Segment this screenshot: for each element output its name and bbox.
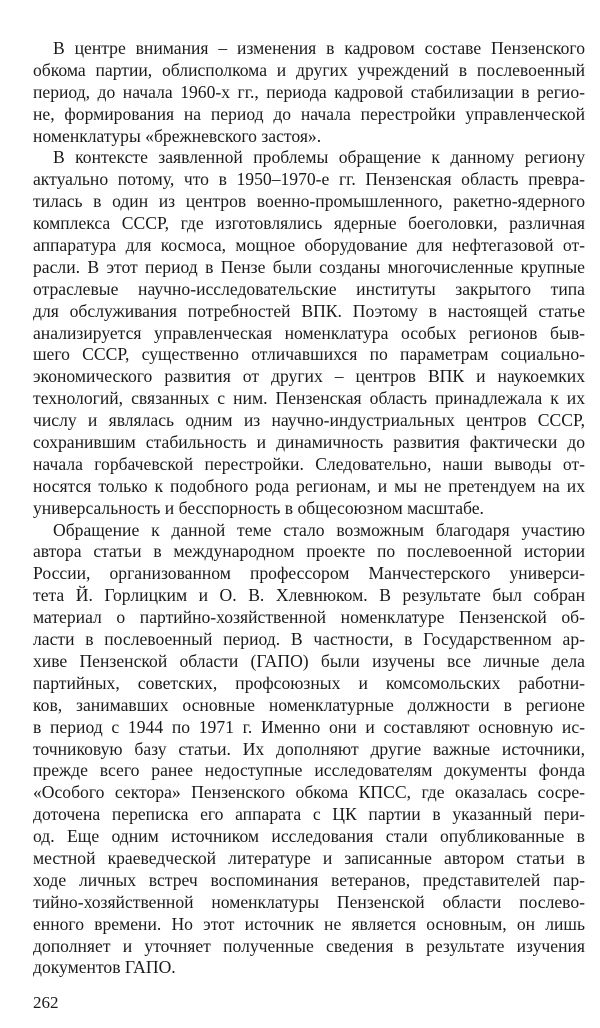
text-line: хиве Пензенской области (ГАПО) были изучены все личные дела [33, 650, 585, 671]
text-line: тийно-хозяйственной номенклатуры Пензенской области послево- [33, 891, 585, 912]
text-line: местной краеведческой литературе и записанные автором статьи в [33, 847, 585, 868]
page-body [33, 38, 585, 979]
text-line: ходе личных встреч воспоминания ветеранов, представителей пар- [33, 869, 585, 890]
text-line: «Особого сектора» Пензенского обкома КПСС, где оказалась сосре- [33, 782, 585, 803]
paragraph-1 [33, 38, 585, 147]
text-line: материал о партийно-хозяйственной номенклатуре Пензенской об- [33, 607, 585, 628]
text-line: В центре внимания – изменения в кадровом составе Пензенского [53, 38, 585, 58]
text-line: период, до начала 1960-х гг., периода кадровой стабилизации в регио- [33, 81, 585, 102]
text-line: технологий, связанных с ним. Пензенская область принадлежала к их [33, 388, 585, 409]
text-line: прежде всего ранее недоступные исследователям документы фонда [33, 760, 585, 781]
text-line: ков, занимавших основные номенклатурные должности в регионе [33, 694, 585, 715]
text-line: документов ГАПО. [33, 957, 176, 978]
text-line: тета Й. Горлицким и О. В. Хлевнюком. В результате был собран [33, 585, 585, 606]
text-line: тилась в один из центров военно-промышленного, ракетно-ядерного [33, 191, 585, 212]
text-line: автора статьи в международном проекте по послевоенной истории [33, 541, 585, 562]
paragraph-2 [33, 147, 585, 519]
text-line: шего СССР, существенно отличавшихся по параметрам социально- [33, 344, 585, 365]
text-line: экономического развития от других – центров ВПК и наукоемких [33, 366, 585, 387]
text-line: обкома партии, облисполкома и других учреждений в послевоенный [33, 59, 585, 80]
text-line: партийных, советских, профсоюзных и комсомольских работни- [33, 672, 585, 693]
text-line: анализируется управленческая номенклатура особых регионов быв- [33, 322, 585, 343]
text-line: ласти в послевоенный период. В частности, в Государственном ар- [33, 629, 585, 650]
text-line: номенклатуры «брежневского застоя». [33, 125, 322, 146]
text-line: аппаратура для космоса, мощное оборудование для нефтегазовой от- [33, 235, 585, 256]
text-line: доточена переписка его аппарата с ЦК партии в указанный пери- [33, 804, 585, 825]
text-line: для обслуживания потребностей ВПК. Поэтому в настоящей статье [33, 300, 585, 321]
text-line: актуально потому, что в 1950–1970-е гг. Пензенская область превра- [33, 169, 585, 190]
text-line: числу и являлась одним из научно-индустриальных центров СССР, [33, 410, 585, 431]
text-line: сохранившим стабильность и динамичность развития фактически до [33, 432, 585, 453]
text-line: енного времени. Но этот источник не является основным, он лишь [33, 913, 585, 934]
text-line: точниковую базу статьи. Их дополняют другие важные источники, [33, 738, 585, 759]
text-line: дополняет и уточняет полученные сведения в результате изучения [33, 935, 585, 956]
paragraph-3 [33, 520, 585, 980]
text-line: отраслевые научно-исследовательские институты закрытого типа [33, 278, 585, 299]
text-line: комплекса СССР, где изготовлялись ядерные боеголовки, различная [33, 213, 585, 234]
text-line: В контексте заявленной проблемы обращение к данному региону [53, 147, 585, 168]
text-line: в период с 1944 по 1971 г. Именно они и составляют основную ис- [33, 716, 585, 737]
text-line: носятся только к подобного рода регионам, и мы не претендуем на их [33, 475, 585, 496]
text-line: не, формирования на период до начала перестройки управленческой [33, 103, 585, 124]
text-line: России, организованном профессором Манчестерского универси- [33, 563, 585, 584]
text-line: начала горбачевской перестройки. Следовательно, наши выводы от- [33, 453, 585, 474]
text-line: од. Еще одним источником исследования стали опубликованные в [33, 826, 585, 847]
text-line: расли. В этот период в Пензе были созданы многочисленные крупные [33, 256, 585, 277]
text-line: Обращение к данной теме стало возможным благодаря участию [53, 519, 585, 540]
page-number: 262 [33, 993, 59, 1012]
text-line: универсальность и бесспорность в общесоюзном масштабе. [33, 497, 484, 518]
